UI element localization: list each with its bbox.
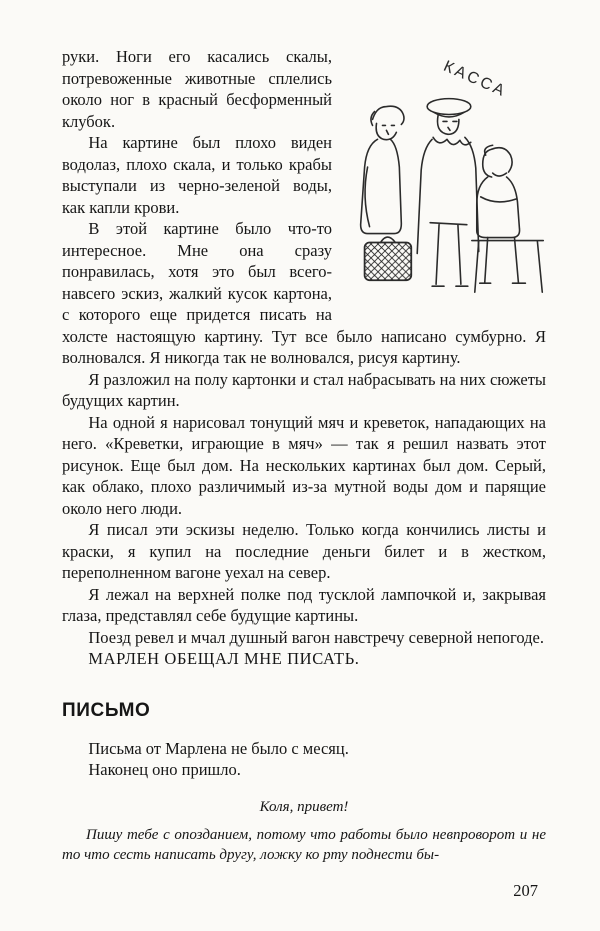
paragraph: На картине был плохо виден водолаз, плохо скала, и только крабы выступали из черно-зеленой воды, как капли крови. <box>62 133 332 217</box>
paragraph: На одной я нарисовал тонущий мяч и креветок, нападающих на него. «Креветки, играющие в мяч» — так я решил назвать этот рисунок. Еще был дом. На нескольких картинах был дом. Серый, как облако, плохо различимый из-за мутной воды дом и парящие около него люди. <box>62 412 546 518</box>
section-text-block <box>62 738 546 781</box>
letter-body: Пишу тебе с опозданием, потому что работы было невпроворот и не то что сесть написать другу, ложку ко рту поднести бы- <box>62 826 546 863</box>
paragraph: Наконец оно пришло. <box>88 760 241 779</box>
paragraph: Я разложил на полу картонки и стал набрасывать на них сюжеты будущих картин. <box>62 369 546 410</box>
queue-at-cashier-illustration <box>346 46 546 314</box>
main-text-block <box>62 46 546 670</box>
paragraph: Я писал эти эскизы неделю. Только когда кончились листы и краски, я купил на последние деньги билет и в жестком, переполненном вагоне уехал на север. <box>62 520 546 582</box>
paragraph: В этой картине было что-то интересное. Мне она сразу понравилась, хотя это был всего-навсего эскиз, жалкий кусок картона, с которого еще придется писать на холсте настоящую картину. Тут все было написано сумбурно. Я волновался. Я никогда так не волновался, рисуя картину. <box>62 219 546 367</box>
letter-salutation: Коля, привет! <box>259 798 349 815</box>
kassa-sign-label: КАССА <box>440 57 510 101</box>
paragraph: Поезд ревел и мчал душный вагон навстречу северной непогоде. <box>88 627 544 647</box>
paragraph: Письма от Марлена не было с месяц. <box>88 738 349 758</box>
paragraph: Я лежал на верхней полке под тусклой лампочкой и, закрывая глаза, представлял себе будущие картины. <box>62 584 546 625</box>
paragraph: руки. Ноги его касались скалы, потревоженные животные сплелись около ног в красный бесформенный клубок. <box>62 47 332 131</box>
paragraph-caps: МАРЛЕН ОБЕЩАЛ МНЕ ПИСАТЬ. <box>88 649 360 668</box>
letter-block <box>62 797 546 865</box>
section-heading-pismo: ПИСЬМО <box>62 699 151 721</box>
line-drawing <box>346 46 546 314</box>
figures-sketch <box>361 99 544 293</box>
page-number: 207 <box>513 881 538 900</box>
